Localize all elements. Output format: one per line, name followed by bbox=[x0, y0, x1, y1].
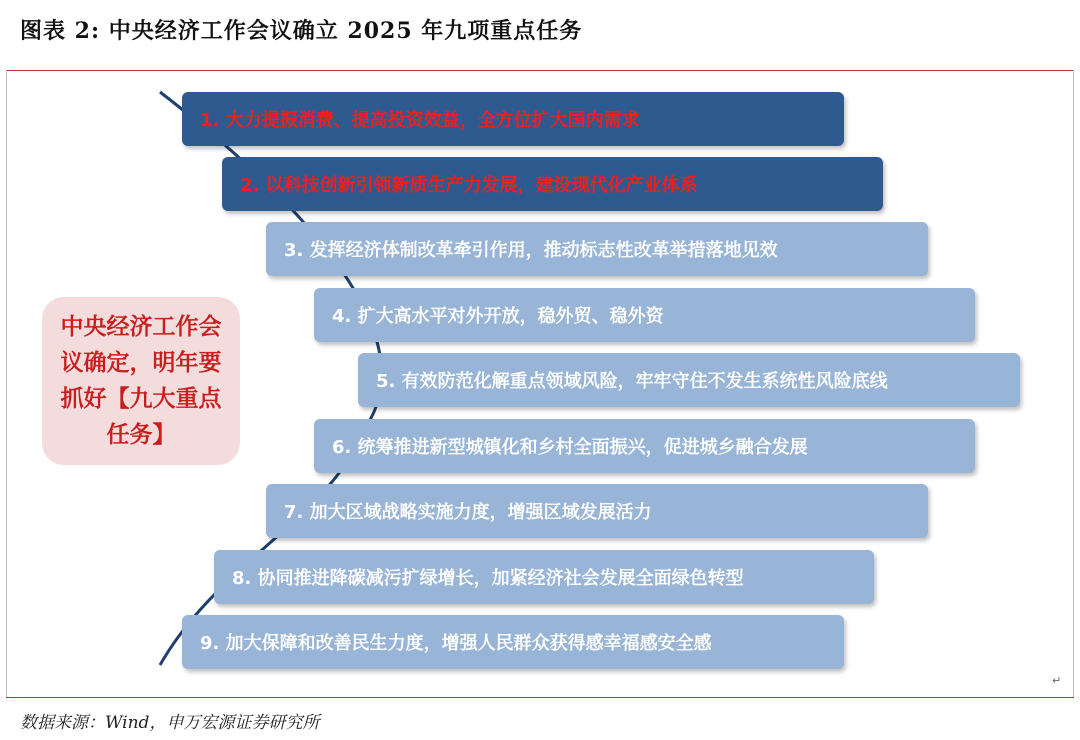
task-item-2 bbox=[222, 157, 883, 211]
task-label: 9. 加大保障和改善民生力度，增强人民群众获得感幸福感安全感 bbox=[200, 633, 712, 654]
page-title: 图表 2: 中央经济工作会议确立 2025 年九项重点任务 bbox=[20, 18, 583, 44]
source-note: 数据来源：Wind，申万宏源证券研究所 bbox=[20, 713, 320, 733]
task-label: 3. 发挥经济体制改革牵引作用，推动标志性改革举措落地见效 bbox=[284, 240, 778, 261]
task-label: 7. 加大区域战略实施力度，增强区域发展活力 bbox=[284, 502, 652, 523]
task-label: 2. 以科技创新引领新质生产力发展，建设现代化产业体系 bbox=[240, 175, 698, 196]
footer-divider bbox=[6, 697, 1074, 698]
task-label: 4. 扩大高水平对外开放，稳外贸、稳外资 bbox=[332, 306, 664, 327]
task-item-4 bbox=[314, 288, 975, 342]
task-label: 1. 大力提振消费、提高投资效益，全方位扩大国内需求 bbox=[200, 110, 640, 131]
task-item-6 bbox=[314, 419, 975, 473]
callout-text: 中央经济工作会议确定，明年要抓好【九大重点任务】 bbox=[60, 314, 222, 448]
callout-box bbox=[42, 297, 240, 465]
task-item-7 bbox=[266, 484, 928, 538]
task-label: 6. 统筹推进新型城镇化和乡村全面振兴，促进城乡融合发展 bbox=[332, 437, 808, 458]
task-item-3 bbox=[266, 222, 928, 276]
task-item-9 bbox=[182, 615, 844, 669]
task-item-5 bbox=[358, 353, 1020, 407]
paragraph-mark-icon: ↵ bbox=[1052, 674, 1062, 687]
task-item-1 bbox=[182, 92, 844, 146]
task-item-8 bbox=[214, 550, 874, 604]
task-label: 8. 协同推进降碳减污扩绿增长，加紧经济社会发展全面绿色转型 bbox=[232, 568, 744, 589]
task-label: 5. 有效防范化解重点领域风险，牢牢守住不发生系统性风险底线 bbox=[376, 371, 888, 392]
